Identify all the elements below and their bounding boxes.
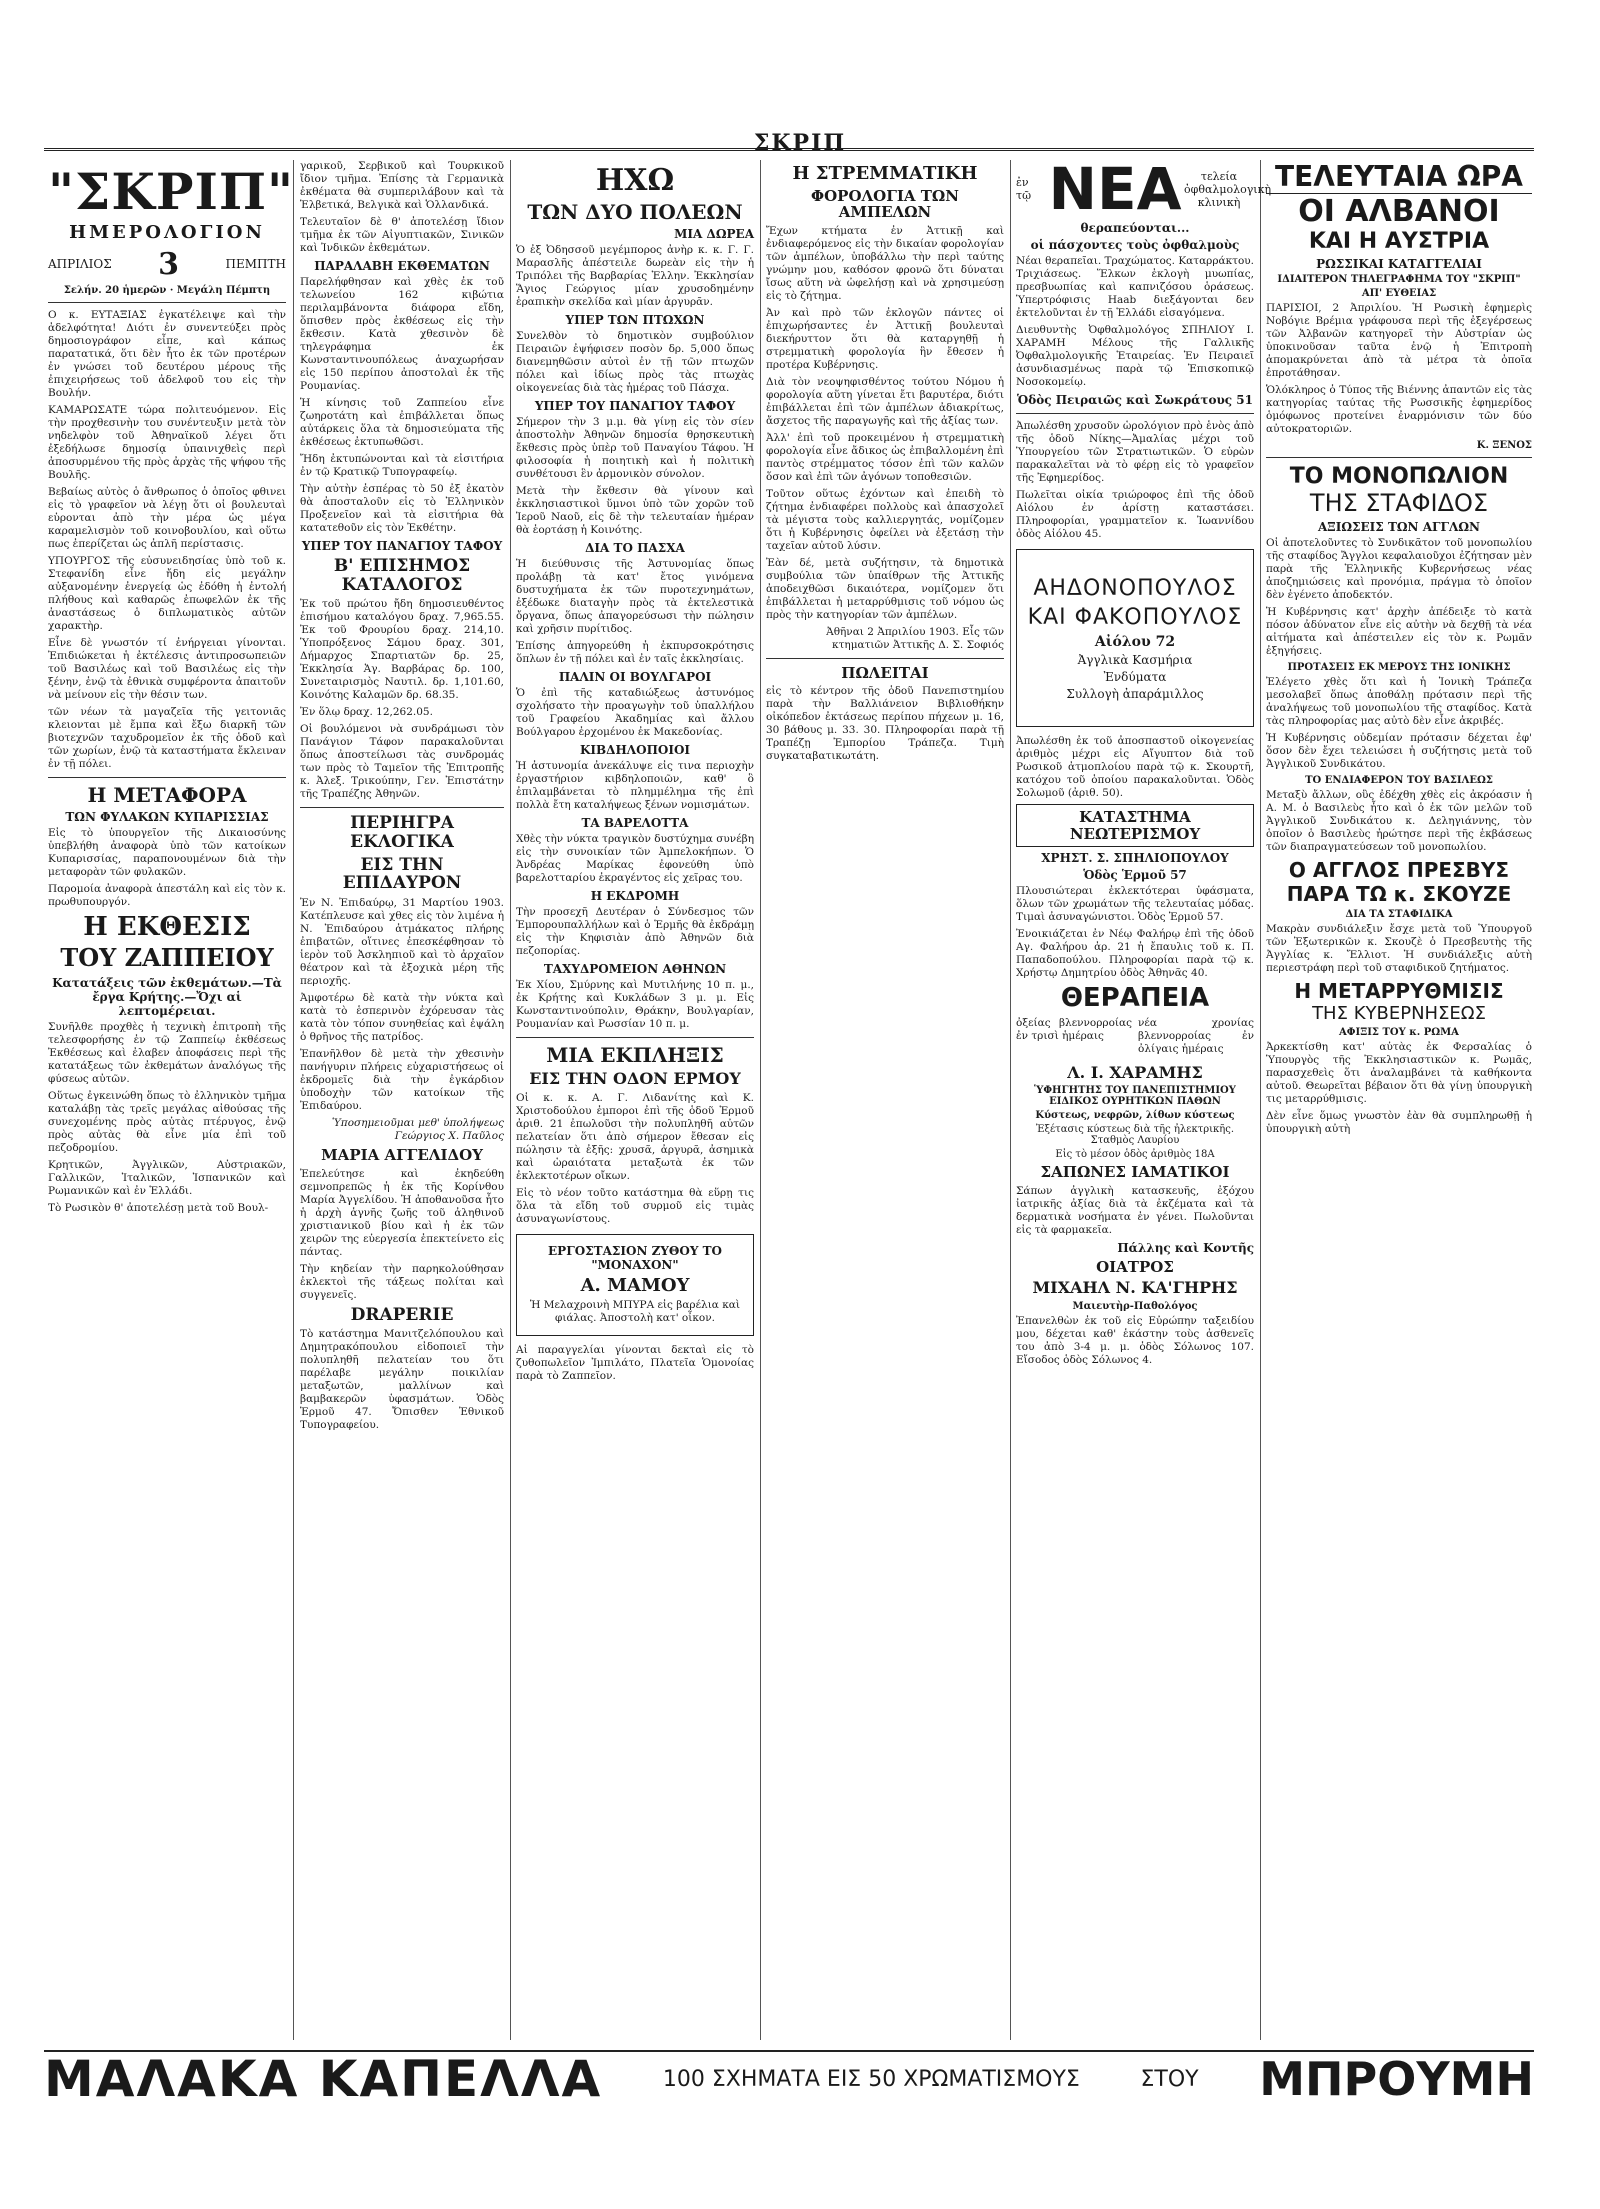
column-6 bbox=[1266, 160, 1532, 2040]
paragraph: Παρελήφθησαν καὶ χθὲς ἐκ τοῦ τελωνείου 162 κιβώτια περιλαμβάνοντα διάφορα εἴδη, ὅπισθεν πρὸς ἐκθέσεως εἰς τὴν ἔκθεσιν. Κατὰ χθεσινὸν δὲ τηλεγράφημα ἐκ Κωνσταντινουπόλεως ἀναχωρήσαν εἰς 150 περίπου ἀποστολαὶ ἐκ τῆς Ρουμανίας. bbox=[300, 276, 504, 392]
subheadline: θεραπεύονται... bbox=[1080, 221, 1190, 235]
subheadline: ΤΩΝ ΦΥΛΑΚΩΝ ΚΥΠΑΡΙΣΣΙΑΣ bbox=[65, 809, 269, 824]
paragraph: Βεβαίως αὐτὸς ὁ ἄνθρωπος ὁ ὁποῖος φθινει εἰς τὸ γραφεῖον νὰ λέγῃ ὅτι οἱ βουλευταὶ εὑρονται ἀπὸ τὴν μέρα ὡς μέγα καραμελισμὸν τοῦ κοινοβουλίου, καὶ οὕτω πως ἐπερίζεται ὡς ἀπλῆ περίστασις. bbox=[48, 485, 286, 550]
paragraph: Ἐπανῆλθον δὲ μετὰ τὴν χθεσινὴν πανήγυριν πλήρεις εὐχαριστήσεως οἱ ἐκδρομεῖς διὰ τὴν ἐγκάρδιον ὑποδοχὴν τῶν κατοίκων τῆς Ἐπιδαύρου. bbox=[300, 1048, 504, 1113]
paragraph: Παρομοία ἀναφορὰ ἀπεστάλη καὶ εἰς τὸν κ. πρωθυπουργόν. bbox=[48, 882, 286, 908]
headline: ΜΑΡΙΑ ΑΓΓΕΛΙΔΟΥ bbox=[321, 1146, 483, 1165]
paragraph: Ἐκ τοῦ πρώτου ἤδη δημοσιευθέντος ἐπισήμου καταλόγου δραχ. 7,965.55. Ἐκ τοῦ Φρουρίου δραχ. 214,10. Ὑποπρόξενος Σάμου δραχ. 301, Δήμαρχος Σπαρτιατῶν δρ. 25, Ἐκκλησία Ἁγ. Βαρβάρας δρ. 100, Συνεταιρισμὸς Ναυτιλ. δρ. 1,101.60, Κοινότης Καλαμῶν δρ. 68.35. bbox=[300, 598, 504, 702]
shop-address: Ὁδὸς Ἑρμοῦ 57 bbox=[1083, 868, 1187, 882]
subheadline: ΑΦΙΞΙΣ ΤΟΥ κ. ΡΩΜΑ bbox=[1339, 1027, 1459, 1038]
nea-side: τελεία ὀφθαλμολογικὴ κλινικὴ bbox=[1184, 169, 1272, 209]
divider bbox=[516, 1037, 754, 1038]
doctor-name: ΜΙΧΑΗΛ Ν. ΚΑ'ΓΗΡΗΣ bbox=[1032, 1278, 1238, 1298]
calendar-day: 3 bbox=[158, 246, 180, 282]
paragraph: Ὁ ἐξ Ὀδησσοῦ μεγέμπορος ἀνὴρ κ. κ. Γ. Γ. Μαρασλῆς ἀπέστειλε δωρεὰν εἰς τὴν ἡ Τριπόλει τῆς Βαρβαρίας Ἑλλην. Ἐκκλησίαν Ἅγιος Γεώργιος μίαν χρυσοδημένην ἑραπικὴν σκελίδα καὶ μίαν ἀργυρᾶν. bbox=[516, 244, 754, 308]
masthead: ΣΚΡΙΠ bbox=[753, 130, 847, 156]
paragraph: Συνῆλθε προχθὲς ἡ τεχνικὴ ἐπιτροπὴ τῆς τελεσφορήσης ἐν τῷ Ζαππείῳ ἐκθέσεως Ἐκθέσεως καὶ ἐλαβεν ἀποφάσεις περὶ τῆς κατατάξεως τῶν ἐκθεμάτων ἀναλόγως τῆς φύσεως αὐτῶν. bbox=[48, 1020, 286, 1085]
subheadline: ΑΠ' ΕΥΘΕΙΑΣ bbox=[1361, 288, 1437, 299]
paragraph: Οἱ βουλόμενοι νὰ συνδράμωσι τὸν Πανάγιον Τάφον παρακαλοῦνται ὅπως ἀποστείλωσι τὰς συνδρομάς των πρὸς τὸ Ταμεῖον τῆς Ἐπιτροπῆς κ. Ἀλεξ. Τρικούπην, Γεν. Ἐπιστάτην τῆς Τραπέζης Ἀθηνῶν. bbox=[300, 723, 504, 801]
subheadline: ΡΩΣΣΙΚΑΙ ΚΑΤΑΓΓΕΛΙΑΙ bbox=[1316, 257, 1482, 271]
paragraph: Ἀρκεκτίσθη κατ' αὐτὰς ἐκ Φερσαλίας ὁ Ὑπουργὸς τῆς Ἐκκλησιαστικῶν κ. Ρωμᾶς, παρασχεθεὶς ὅτι ἀναλαμβάνει τὰ καθήκοντα αὐτοῦ. Θεωρεῖται βέβαιον ὅτι θὰ γίνῃ ὑπουργικὴ τις μεταρρύθμισις. bbox=[1266, 1041, 1532, 1105]
subheadline: οἱ πάσχοντες τοὺς ὀφθαλμοὺς bbox=[1030, 238, 1240, 252]
subheadline: ΤΟ ΕΝΔΙΑΦΕΡΟΝ ΤΟΥ ΒΑΣΙΛΕΩΣ bbox=[1305, 775, 1493, 786]
paragraph: Ἡ κίνησις τοῦ Ζαππείου εἶνε ζωηροτάτη καὶ ἐπιβάλλεται ὅπως αὐτάρκεις ὅλα τὰ δημοσιεύματα τῆς ἐκθέσεως ἐκτυπωθῶσι. bbox=[300, 397, 504, 448]
column-4 bbox=[766, 160, 1004, 2040]
paragraph: εἰς τὸ κέντρον τῆς ὁδοῦ Πανεπιστημίου παρὰ τὴν Βαλλιάνειον Βιβλιοθήκην οἰκόπεδον ἐκτάσεως περίπου πήχεων μ. 16, 30 βάθους μ. 33. 30. Πληροφορίαι παρὰ τῇ Τραπέζῃ Ἐμπορίου Τράπεζα. Τιμὴ συγκαταβατικωτάτη. bbox=[766, 685, 1004, 763]
paragraph: Ἡ Κυβέρνησις οὐδεμίαν πρότασιν δέχεται ἐφ' ὅσον δὲν ἔχει τελειώσει ἡ συζήτησις μετὰ τοῦ Ἀγγλικοῦ Συνδικάτου. bbox=[1266, 732, 1532, 770]
footer-shop: ΜΠΡΟΥΜΗ bbox=[1259, 2052, 1534, 2106]
headline: ΥΠΕΡ ΤΟΥ ΠΑΝΑΓΙΟΥ ΤΑΦΟΥ bbox=[301, 539, 503, 553]
headline: ΤΑ ΒΑΡΕΛΟΤΤΑ bbox=[581, 816, 689, 830]
paragraph: Ἐν Ν. Ἐπιδαύρῳ, 31 Μαρτίου 1903. Κατέπλευσε καὶ χθες εἰς τὸν λιμένα ἡ Ν. Ἐπιδαύρου ἀτμάκατος πλήρης ἐπιβατῶν, οἵτινες ἐπεσκέφθησαν τὸ ἱερὸν τοῦ Ἀσκληπιοῦ καὶ τὸ ἀρχαῖον θέατρον καὶ τὰ ἐξοχικὰ μέρη τῆς περιοχῆς. bbox=[300, 897, 504, 988]
paragraph: Τοῦτον οὕτως ἐχόντων καὶ ἐπειδὴ τὸ ζήτημα ἐνδιαφέρει πολλοὺς καὶ ἀπασχολεῖ τὰ μέγιστα τοὺς καλλιεργητάς, νομίζομεν ὅτι ἡ Κυβέρνησις ὀφείλει νὰ ἐξετάσῃ τὴν ταχεῖαν αὐτοῦ λύσιν. bbox=[766, 487, 1004, 552]
headline: ΚΑΙ Η ΑΥΣΤΡΙΑ bbox=[1308, 229, 1490, 254]
paragraph: Οἱ κ. κ. Α. Γ. Λιδανίτης καὶ Κ. Χριστοδούλου ἐμποροι ἐπὶ τῆς ὁδοῦ Ἑρμοῦ ἀριθ. 21 ἐπωλοῦσι τὴν πολυπληθῆ αὐτῶν πελατείαν ὅτι ἀπὸ σήμερον ἔθεσαν εἰς πώλησιν τὰ ἐξῆς: χρυσᾶ, ἀργυρᾶ, ἀσημικὰ καὶ ὡραιότατα μεταξωτὰ ἐκ τῶν ἐκλεκτοτέρων οἴκων. bbox=[516, 1091, 754, 1182]
ad-company: ΑΗΔΟΝΟΠΟΥΛΟΣ bbox=[1033, 576, 1237, 601]
column-rule bbox=[293, 160, 294, 2040]
headline: ΠΑΡΑΛΑΒΗ ΕΚΘΕΜΑΤΩΝ bbox=[314, 259, 490, 273]
paragraph: Τελευταῖον δὲ θ' ἀποτελέσῃ ἴδιον τμῆμα ἐκ τῶν Αἰγυπτιακῶν, Σινικῶν καὶ Ἰνδικῶν ἐκθεμάτων. bbox=[300, 216, 504, 254]
paragraph: Τὸ κατάστημα Μανιτζελόπουλου καὶ Δημητρακόπουλου εἰδοποιεῖ τὴν πολυπληθῆ πελατείαν του ὅτι παρέλαβε μεγάλην ποικιλίαν μεταξωτῶν, μαλλίνων καὶ βαμβακερῶν ὑφασμάτων. Ὁδὸς Ἑρμοῦ 47. Ὄπισθεν Ἐθνικοῦ Τυπογραφείου. bbox=[300, 1328, 504, 1432]
doctor-line: Εἰς τὸ μέσον ὁδὸς ἀριθμὸς 18Α bbox=[1055, 1149, 1215, 1161]
headline: ΟΙΑΤΡΟΣ bbox=[1096, 1257, 1174, 1276]
divider bbox=[766, 658, 1004, 659]
headline: ΥΠΕΡ ΤΟΥ ΠΑΝΑΓΙΟΥ ΤΑΦΟΥ bbox=[534, 399, 736, 413]
ad-line: Ἀγγλικὰ Κασμήρια bbox=[1077, 653, 1193, 667]
headline: ΤΗΣ ΚΥΒΕΡΝΗΣΕΩΣ bbox=[1312, 1003, 1486, 1024]
paragraph: Οὕτως ἐγκεινώθη ὅπως τὸ ἐλληνικὸν τμῆμα καταλάβῃ τὰς τρεῖς μεγάλας αἰθούσας τῆς συνεχομένης πρὸς αὐτὰς πτέρυγος, ἐνῷ πρὸς αὐτὰς θὰ εἶνε μία ἐπὶ τοῦ πεζοδρομίου. bbox=[48, 1089, 286, 1154]
paragraph: Ἐλέγετο χθὲς ὅτι καὶ ἡ Ἰονικὴ Τράπεζα μεσολαβεῖ ὅπως ἀποθάλῃ πρότασιν περὶ τῆς ἀναλήψεως τοῦ μονοπωλίου τῆς σταφίδος. Κατὰ τὰς πληροφορίας μας αὐτὸ δὲν εἶνε ἀκριβές. bbox=[1266, 676, 1532, 727]
headline: Ο ΑΓΓΛΟΣ ΠΡΕΣΒΥΣ bbox=[1288, 858, 1510, 882]
address: Ὁδὸς Πειραιῶς καὶ Σωκράτους 51 bbox=[1017, 393, 1253, 407]
doctor-title: Μαιευτὴρ-Παθολόγος bbox=[1072, 1300, 1198, 1312]
paragraph: Πωλεῖται οἰκία τριώροφος ἐπὶ τῆς ὁδοῦ Αἰόλου ἐν ἀρίστῃ καταστάσει. Πληροφορίαι, γραμματεῖον κ. Ἰωαννίδου ὁδὸς Αἰόλου 45. bbox=[1016, 489, 1254, 540]
ad-owner: Α. ΜΑΜΟΥ bbox=[580, 1274, 690, 1296]
ad-line: Συλλογὴ ἀπαράμιλλος bbox=[1066, 687, 1204, 701]
ad-company: ΚΑΙ ΦΑΚΟΠΟΥΛΟΣ bbox=[1027, 605, 1243, 630]
subheadline: ΤΟΥ ΖΑΠΠΕΙΟΥ bbox=[60, 943, 274, 973]
advertisement bbox=[516, 1234, 754, 1337]
headline: Η ΜΕΤΑΡΡΥΘΜΙΣΙΣ bbox=[1294, 979, 1504, 1003]
divider bbox=[1016, 413, 1254, 414]
divider bbox=[1266, 457, 1532, 458]
paragraph: γαρικοῦ, Σερβικοῦ καὶ Τουρκικοῦ ἴδιον τμῆμα. Ἐπίσης τὰ Γερμανικὰ ἐκθέματα θὰ συμπεριλάβουν καὶ τὰ Ἑλβετικά, Βελγικὰ καὶ Ὁλλανδικά. bbox=[300, 160, 504, 211]
paragraph: Ὁλόκληρος ὁ Τύπος τῆς Βιέννης ἀπαντῶν εἰς τὰς κατηγορίας ταύτας τῆς Ρωσσικῆς ἐφημερίδος ὁμόφωνος προτείνει ἐναρμόνισιν τῶν δύο αὐτοκρατοριῶν. bbox=[1266, 384, 1532, 435]
divider bbox=[300, 807, 504, 808]
paragraph: Ἤδη ἐκτυπώνονται καὶ τὰ εἰσιτήρια ἐν τῷ Κρατικῷ Τυπογραφείῳ. bbox=[300, 453, 504, 478]
signature: Κ. ΞΕΝΟΣ bbox=[1476, 440, 1532, 451]
paragraph: Ἀπωλέσθη ἐκ τοῦ ἀποσπαστοῦ οἰκογενείας ἀριθμὸς μέχρι εἰς Αἴγυπτον διὰ τοῦ Ρωσικοῦ ἀτμοπλοίου παρὰ τῷ κ. Σκουρτῆ, κατόχου τοῦ ὁποίου παρακαλοῦνται. Ὁδὸς Σολωμοῦ (ἀριθ. 50). bbox=[1016, 735, 1254, 799]
column-2 bbox=[300, 160, 504, 2040]
paragraph: Ἐπίσης ἀπηγορεύθη ἡ ἐκπυρσοκρότησις ὅπλων ἐν τῇ πόλει καὶ ἐν ταῖς ἐκκλησίαις. bbox=[516, 640, 754, 665]
therapeia-columns bbox=[1016, 1017, 1254, 1060]
paragraph: Αἱ παραγγελίαι γίνονται δεκταὶ εἰς τὸ ζυθοπωλεῖον Ἰμπιλάτο, Πλατεῖα Ὁμονοίας παρὰ τὸ Ζαππεῖον. bbox=[516, 1344, 754, 1383]
paragraph: Διὰ τὸν νεοψηφισθέντος τούτου Νόμου ἡ φορολογία αὕτη γίνεται ἔτι βαρυτέρα, διότι ἐπιβάλλεται ἐπὶ τῶν ἀμπέλων ἀδιακρίτως, ἄσχετος τῆς παραγωγῆς καὶ τῆς ἀξίας των. bbox=[766, 375, 1004, 427]
paragraph: Ὁ ἐπὶ τῆς καταδιώξεως ἀστυνόμος σχολήσατο τὴν προαγωγὴν τοῦ ὑπαλλήλου τοῦ Γραφείου Ἀκαδημίας καὶ ἄλλου Βούλγαρου ἐρχομένου ἐκ Μακεδονίας. bbox=[516, 687, 754, 738]
paragraph: Ἡ ἀστυνομία ἀνεκάλυψε εἰς τινα περιοχὴν ἐργαστήριον κιβδηλοποιῶν, καθ' ὃ ἐπιλαμβάνεται τὸ πλημμέλημα τῆς ἐπὶ πολλὰ ἔτη καταλήψεως ξένων νομισμάτων. bbox=[516, 760, 754, 811]
headline: Β' ΕΠΙΣΗΜΟΣ ΚΑΤΑΛΟΓΟΣ bbox=[333, 556, 471, 595]
ad-heading: ΕΡΓΟΣΤΑΣΙΟΝ ΖΥΘΟΥ ΤΟ "ΜΟΝΑΧΟΝ" bbox=[548, 1243, 722, 1272]
headline: ΚΙΒΔΗΛΟΠΟΙΟΙ bbox=[579, 743, 691, 757]
doctor-title: ὙΦΗΓΗΤΗΣ ΤΟΥ ΠΑΝΕΠΙΣΤΗΜΙΟΥ ΕΙΔΙΚΟΣ ΟΥΡΗΤΙΚΩΝ ΠΑΘΩΝ bbox=[1034, 1085, 1236, 1108]
headline: Η ΕΚΘΕΣΙΣ bbox=[83, 911, 251, 942]
calendar-line: Σελήν. 20 ἡμερῶν · Μεγάλη Πέμπτη bbox=[63, 284, 271, 296]
paragraph: Ἐπελεύτησε καὶ ἐκηδεύθη σεμνοπρεπῶς ἡ ἐκ τῆς Κορίνθου Μαρία Ἀγγελίδου. Ἡ ἀποθανοῦσα ἦτο ἡ ἀρχὴ ἁγνῆς ζωῆς τοῦ ἀληθινοῦ χριστιανικοῦ βίου καὶ ἡ ἐκ τῶν χειρῶν της εὐεργεσία ἐπεκτείνετο εἰς πάντας. bbox=[300, 1167, 504, 1258]
headline: ΔΙΑ ΤΟ ΠΑΣΧΑ bbox=[585, 541, 685, 555]
paragraph: Ο κ. ΕΥΤΑΞΙΑΣ ἐγκατέλειψε καὶ τὴν ἀδελφότητα! Διότι ἐν συνεντεύξει πρὸς δημοσιογράφον εἶπε, καὶ κάπως παρατατικά, ὅτι δὲν ἦτο ἐκ τῶν προτέρων ἐν γνώσει τοῦ δευτέρου μέρους τῆς ἐπιχειρήσεως τοῦ ἀδελφοῦ του εἰς τὴν Βουλήν. bbox=[48, 308, 286, 399]
paragraph: Τὴν προσεχῆ Δευτέραν ὁ Σύνδεσμος τῶν Ἐμπορουπαλλήλων καὶ ὁ Ἑρμῆς θὰ ἐκδράμῃ εἰς τὴν Κηφισιὰν ἀπὸ Ἀθηνῶν διὰ πεζοπορίας. bbox=[516, 906, 754, 957]
paragraph: Τὴν κηδείαν τὴν παρηκολούθησαν ἐκλεκτοὶ τῆς τάξεως πολίται καὶ συγγενεῖς. bbox=[300, 1262, 504, 1301]
shop-owner: ΧΡΗΣΤ. Σ. ΣΠΗΛΙΟΠΟΥΛΟΥ bbox=[1041, 851, 1229, 865]
footer-connector: ΣΤΟΥ bbox=[1140, 2066, 1199, 2092]
nea-clinic-header bbox=[1016, 155, 1272, 223]
headline: ΟΙ ΑΛΒΑΝΟΙ bbox=[1298, 194, 1500, 229]
headline: ΤΑΧΥΔΡΟΜΕΙΟΝ ΑΘΗΝΩΝ bbox=[543, 962, 727, 976]
paragraph: Δὲν εἶνε ὅμως γνωστὸν ἐὰν θὰ συμπληρωθῇ ἡ ὑπουργικὴ αὐτὴ bbox=[1266, 1110, 1532, 1135]
footer-advertisement bbox=[44, 2050, 1534, 2106]
paragraph: Διευθυντὴς Ὀφθαλμολόγος ΣΠΗΛΙΟΥ Ι. ΧΑΡΑΜΗ Μέλους τῆς Γαλλικῆς Ὀφθαλμολογικῆς Ἑταιρείας. Ἐν Πειραιεῖ ἀσυνδιασμένως παρὰ τῷ Ἐπισκοπικῷ Νοσοκομείῳ. bbox=[1016, 324, 1254, 388]
headline: ΤΕΛΕΥΤΑΙΑ ΩΡΑ bbox=[1266, 160, 1532, 194]
paragraph: τῶν νέων τὰ μαγαζεῖα τῆς γειτονιᾶς κλειονται μὲ ἔμπα καὶ ἔξω διαρκῆ τῶν βιοτεχνῶν ταχυδρομεῖον ἐκ τῆς ὁδοῦ καὶ τῶν χωρίων, ἐνῷ τὰ καταστήματα ἔκλειναν ἐν τῇ πόλει. bbox=[48, 705, 286, 770]
paragraph: Νέαι θεραπεῖαι. Τραχώματος. Καταρράκτου. Τριχιάσεως. Ἕλκων ἐκλογὴ μυωπίας, πρεσβυωπίας καὶ καπνιζόσου ὁράσεως. Ὑπερτρόφισις Haab διεξάγονται δεν ἐκτελοῦνται ἐν τῇ Ἑλλάδι εἰσαγόμενα. bbox=[1016, 255, 1255, 319]
headline: Η ΜΕΤΑΦΟΡΑ bbox=[87, 782, 247, 807]
paragraph: Σάπων ἀγγλικὴ κατασκευῆς, ἐξόχου ἰατρικῆς ἀξίας διὰ τὰ ἐκζέματα καὶ τὰ δερματικὰ νοσήματα ἐν γένει. Πωλοῦνται εἰς τὰ φαρμακεῖα. bbox=[1016, 1184, 1254, 1236]
headline: ΣΑΠΩΝΕΣ ΙΑΜΑΤΙΚΟΙ bbox=[1040, 1163, 1230, 1182]
paragraph: Ἀλλ' ἐπὶ τοῦ προκειμένου ἡ στρεμματικὴ φορολογία εἶνε ἄδικος ὡς ἐπιβαλλομένη ἐπὶ παντὸς στρέμματος τόσον ἐπὶ τῶν καλῶν ὅσον καὶ ἐπὶ τῶν ἀγόνων τοποθεσιῶν. bbox=[766, 431, 1004, 483]
paragraph: Χθὲς τὴν νύκτα τραγικὸν δυστύχημα συνέβη εἰς τὴν συνοικίαν τῶν Ἀμπελοκήπων. Ὁ Ἀνδρέας Μαρίκας ἐφονεύθη ὑπὸ βαρελοτταρίου ἐκραγέντος εἰς χεῖρας του. bbox=[516, 833, 754, 884]
nea-title: ΝΕΑ bbox=[1048, 155, 1182, 223]
paragraph: Εἰς τὸ νέον τοῦτο κατάστημα θὰ εὕρῃ τις ὅλα τὰ εἴδη τοῦ συρμοῦ εἰς τιμὰς ἀσυναγωνίστους. bbox=[516, 1186, 754, 1225]
headline: ΘΕΡΑΠΕΙΑ bbox=[1060, 983, 1210, 1013]
paragraph: Εἶνε δὲ γνωστόν τί ἐνήργειαι γίνονται. Ἐπιδιώκεται ἡ ἐκτέλεσις ἀντιπροσωπειῶν τοῦ Βασιλέως καὶ τοῦ Βασιλέως εἰς τὴν ξένην, ἐνῷ τὰ ἐθνικὰ συμφέροντα ἀπαιτοῦν νὰ μείνουν εἰς τὴν θέσιν των. bbox=[48, 636, 286, 701]
subheadline: ΕΙΣ ΤΗΝ ΟΔΟΝ ΕΡΜΟΥ bbox=[529, 1069, 741, 1088]
headline: ΠΑΡΑ ΤΩ κ. ΣΚΟΥΖΕ bbox=[1286, 882, 1512, 906]
subheadline: ΑΞΙΩΣΕΙΣ ΤΩΝ ΑΓΓΛΩΝ bbox=[1317, 520, 1481, 534]
seller: Πάλλης καὶ Κοντῆς bbox=[1117, 1240, 1254, 1255]
nea-prefix: ἐν τῷ bbox=[1016, 176, 1032, 202]
footer-product: ΜΑΛΑΚΑ ΚΑΠΕΛΛΑ bbox=[44, 2050, 603, 2108]
paragraph: Ἐπανελθὼν ἐκ τοῦ εἰς Εὐρώπην ταξειδίου μου, δέχεται καθ' ἑκάστην τοὺς ἀσθενεῖς του ἀπὸ 3-4 μ. μ. ὁδὸς Σόλωνος 107. Εἴσοδος ὁδὸς Σόλωνος 4. bbox=[1016, 1314, 1254, 1366]
calendar-weekday: ΠΕΜΠΤΗ bbox=[225, 257, 286, 272]
paragraph: Τὴν αὐτὴν ἑσπέρας τὸ 50 ἐξ ἑκατὸν θὰ ἀποσταλοῦν εἰς τὸ Ἐλληνικὸν Προξενεῖον καὶ τὰ εἰσιτήρια θὰ κατατεθοῦν εἰς τὸν Ἐκθέτην. bbox=[300, 483, 504, 534]
column-5 bbox=[1016, 155, 1272, 2040]
paragraph: Ἔχων κτήματα ἐν Ἀττικῇ καὶ ἐνδιαφερόμενος εἰς τὴν δικαίαν φορολογίαν τῶν ἀμπέλων, ὑποβάλλω τὴν περὶ ταύτης γνώμην μου, καθόσον φρονῶ ὅτι δύναται ἴσως αὕτη νὰ ὠφελήσῃ καὶ νὰ χρησιμεύσῃ εἰς τὸ ζήτημα. bbox=[766, 224, 1004, 302]
headline: ΤΟ ΜΟΝΟΠΩΛΙΟΝ bbox=[1289, 464, 1509, 489]
ad-address: Αἰόλου 72 bbox=[1094, 634, 1176, 650]
paragraph: Κρητικῶν, Ἀγγλικῶν, Αὐστριακῶν, Γαλλικῶν, Ἰταλικῶν, Ἰσπανικῶν καὶ Ρωμανικῶν καὶ ἐν Ἑλλάδι. bbox=[48, 1158, 286, 1197]
paragraph: Ἐὰν δέ, μετὰ συζήτησιν, τὰ δημοτικὰ συμβούλια τῶν ὑπαίθρων τῆς Ἀττικῆς ἀποδειχθῶσι δικαιότερα, νομίζομεν ὅτι ἐπιβάλλεται ἡ μεταρρύθμισις τοῦ νόμου ὡς πρὸς τὴν κατηγορίαν τῶν ἀμπέλων. bbox=[766, 556, 1004, 621]
calendar-heading: ΗΜΕΡΟΛΟΓΙΟΝ bbox=[69, 222, 265, 243]
paragraph: Σήμερον τὴν 3 μ.μ. θὰ γίνῃ εἰς τὸν σίεν ἀποστολὴν Ἀθηνῶν δημοσία θρησκευτικὴ ἔκθεσις πρὸς ὑπὲρ τοῦ Παναγίου Τάφου. Ἡ φιλοσοφία ἡ ποιητικὴ καὶ ἡ πολιτικὴ συνθέτουσι ἓν ἀρμονικὸν σύνολον. bbox=[516, 416, 754, 480]
divider bbox=[48, 777, 286, 778]
signature: Ὑποσημειοῦμαι μεθ' ὑπολήψεως Γεώργιος Χ. Παῦλος bbox=[331, 1117, 504, 1143]
subheadline: ΕΙΣ ΤΗΝ ΕΠΙΔΑΥΡΟΝ bbox=[342, 854, 462, 894]
paragraph: Εἰς τὸ ὑπουργεῖον τῆς Δικαιοσύνης ὑπεβλήθη ἀναφορὰ ὑπὸ τῶν κατοίκων Κυπαρισσίας, παραπονουμένων διὰ τὴν μεταφορὰν τῶν φυλακῶν. bbox=[48, 826, 286, 878]
paper-title: "ΣΚΡΙΠ" bbox=[48, 162, 295, 221]
paragraph: νέα χρονίας βλεννορροίας ἐν ὀλίγαις ἡμέραις bbox=[1138, 1016, 1254, 1055]
signature: Ἀθῆναι 2 Ἀπριλίου 1903. Εἷς τῶν κτηματιῶν Ἀττικῆς Δ. Σ. Σοφιός bbox=[826, 625, 1004, 651]
column-3 bbox=[516, 160, 754, 2040]
subheadline: ΔΙΑ ΤΑ ΣΤΑΦΙΔΙΚΑ bbox=[1345, 909, 1453, 920]
paragraph: Ἐν ὅλῳ δραχ. 12,262.05. bbox=[300, 706, 433, 719]
column-rule bbox=[1260, 160, 1261, 2040]
subheadline: ΠΡΟΤΑΣΕΙΣ ΕΚ ΜΕΡΟΥΣ ΤΗΣ ΙΟΝΙΚΗΣ bbox=[1287, 662, 1511, 673]
doctor-line: Ἐξέτασις κύστεως διὰ τῆς ἠλεκτρικῆς. Σταθμὸς Λαυρίου bbox=[1035, 1124, 1235, 1147]
headline: ΜΙΑ ΕΚΠΛΗΞΙΣ bbox=[546, 1043, 724, 1067]
ad-line: Ἐνδύματα bbox=[1103, 670, 1167, 684]
paragraph: ΥΠΟΥΡΓΟΣ τῆς εὐσυνειδησίας ὑπὸ τοῦ κ. Στεφανίδη εἶνε ἤδη εἰς μεγάλην αὐξανομένην ἐνεργείᾳ ὡς ἐδόθη ἡ ἐντολή πλήθους καὶ καθαρῶς ἐπωφελῶν ἐκ τῆς ἀναστάσεως ὁ διπλωματικὸς αὐτῶν χαρακτὴρ. bbox=[48, 554, 286, 632]
paragraph: Ἀν καὶ πρὸ τῶν ἐκλογῶν πάντες οἱ ἐπιχωρήσαντες ἐν Ἀττικῇ βουλευταὶ διεκήρυττον ὅτι θὰ καταργηθῇ ἡ στρεμματικὴ φορολογία ἣν ἔθεσεν ἡ προτέρα Κυβέρνησις. bbox=[766, 306, 1004, 371]
headline: ΠΑΛΙΝ ΟΙ ΒΟΥΛΓΑΡΟΙ bbox=[558, 670, 712, 684]
headline: ΥΠΕΡ ΤΩΝ ΠΤΩΧΩΝ bbox=[565, 313, 705, 327]
doctor-line: Κύστεως, νεφρῶν, λίθων κύστεως bbox=[1035, 1110, 1235, 1122]
paragraph: ΠΑΡΙΣΙΟΙ, 2 Ἀπριλίου. Ἡ Ρωσικὴ ἐφημερὶς Νοβόγιε Βρέμια γράφουσα περὶ τῆς ἐξεγέρσεως τῶν Ἀλβανῶν κατηγορεῖ τὴν Αὐστρίαν ὡς ὑποκινοῦσαν ταῦτα ἐνῷ ἡ Ἐπιτροπὴ ἀπομακρύνεται ἀπὸ τὰ μέτρα τὰ ὁποῖα ἐπροτάθησαν. bbox=[1266, 302, 1532, 379]
headline: ΚΑΤΑΣΤΗΜΑ ΝΕΩΤΕΡΙΣΜΟΥ bbox=[1016, 804, 1254, 847]
column-rule bbox=[510, 160, 511, 2040]
masthead-rule bbox=[44, 148, 1534, 151]
calendar-month: ΑΠΡΙΛΙΟΣ bbox=[48, 257, 112, 272]
paragraph: Ἡ διεύθυνσις τῆς Ἀστυνομίας ὅπως προλάβῃ τὰ κατ' ἔτος γινόμενα δυστυχήματα ἐκ τῶν πυροτεχνημάτων, ἐξέδωκε διαταγὴν πρὸς τὰ ἐκτελεστικὰ ὄργανα, ὅπως ἀπαγορεύσωσι τὴν πώλησιν καὶ χρῆσιν πυρίτιδος. bbox=[516, 558, 754, 635]
footer-tagline: 100 ΣΧΗΜΑΤΑ ΕΙΣ 50 ΧΡΩΜΑΤΙΣΜΟΥΣ bbox=[662, 2066, 1080, 2092]
divider bbox=[48, 302, 286, 303]
subheadline: Κατατάξεις τῶν ἐκθεμάτων.—Τὰ ἔργα Κρήτης.—Ὄχι αἱ λεπτομέρειαι. bbox=[52, 975, 282, 1018]
headline: Η ΣΤΡΕΜΜΑΤΙΚΗ bbox=[792, 163, 978, 184]
headline: Η ΕΚΔΡΟΜΗ bbox=[590, 889, 680, 903]
paragraph: Μετὰ τὴν ἔκθεσιν θὰ γίνουν καὶ ἐκκλησιαστικοὶ ὕμνοι ὑπὸ τῶν χορῶν τοῦ Ἱεροῦ Ναοῦ, εἰς δὲ τὴν τελευταίαν ἡμέραν θὰ ἑορτάσῃ ἡ Κοινότης. bbox=[516, 485, 754, 536]
headline: ΜΙΑ ΔΩΡΕΑ bbox=[674, 227, 754, 241]
paragraph: Μακρὰν συνδιάλεξιν ἔσχε μετὰ τοῦ Ὑπουργοῦ τῶν Ἐξωτερικῶν κ. Σκουζὲ ὁ Πρεσβευτὴς τῆς Ἀγγλίας κ. Ἔλλιοτ. Ἡ συνδιάλεξις αὐτὴ περιεστράφη περὶ τοῦ σταφιδικοῦ ζητήματος. bbox=[1266, 923, 1532, 974]
paragraph: Τὸ Ρωσικὸν θ' ἀποτελέσῃ μετὰ τοῦ Βουλ- bbox=[48, 1201, 269, 1214]
column-rule bbox=[1010, 160, 1011, 2040]
paragraph: ὀξείας βλεννορροίας ἐν τρισὶ ἡμέραις bbox=[1016, 1016, 1132, 1042]
doctor-name: Λ. Ι. ΧΑΡΑΜΗΣ bbox=[1067, 1062, 1203, 1082]
paragraph: Ἡ Κυβέρνησις κατ' ἀρχὴν ἀπέδειξε τὸ κατὰ πόσον ἀδύνατον εἶνε εἰς αὐτὴν νὰ δεχθῇ τὰ νέα αἰτήματα καὶ ἀπέστειλεν εἰς τὸν κ. Ρωμᾶν ἐξηγήσεις. bbox=[1266, 606, 1532, 657]
paragraph: ΚΑΜΑΡΩΣΑΤΕ τώρα πολιτευόμενον. Εἰς τὴν προχθεσινὴν του συνέντευξιν μετὰ τὸν νηδελφὸν τοῦ Ἀθηναϊκοῦ λέγει ὅτι ἐξεδήλωσε δημοσίᾳ ὑπαινιχθεὶς περὶ ἀποσυρμένου τῆς πρὸς ἀρχὰς τῆς ψήφου τῆς Βουλῆς. bbox=[48, 403, 286, 481]
paragraph: Οἱ ἀποτελοῦντες τὸ Συνδικᾶτον τοῦ μονοπωλίου τῆς σταφίδος Ἄγγλοι κεφαλαιοῦχοι ἐζήτησαν μὲν παρὰ τῆς Ἑλληνικῆς Κυβερνήσεως νέας ἀποζημιώσεις καὶ προνόμια, πράγμα τὸ ὁποῖον δὲν ἐγένετο ἀποδεκτόν. bbox=[1266, 537, 1532, 601]
column-rule bbox=[760, 160, 761, 2040]
paragraph: Πλουσιώτεραι ἐκλεκτότεραι ὑφάσματα, ὅλων τῶν χρωμάτων τῆς τελευταίας μόδας. Τιμαὶ ἀσυναγώνιστοι. Ὁδὸς Ἑρμοῦ 57. bbox=[1016, 885, 1254, 923]
advertisement bbox=[1016, 549, 1254, 727]
paragraph: Ἡ Μελαχροινὴ ΜΠΥΡΑ εἰς βαρέλια καὶ φιάλας. Ἀποστολὴ κατ' οἶκον. bbox=[529, 1299, 741, 1325]
headline: ΤΗΣ ΣΤΑΦΙΔΟΣ bbox=[1309, 489, 1489, 517]
headline: ΗΧΩ bbox=[595, 163, 675, 198]
headline: ΠΕΡΙΗΓΡΑ ΕΚΛΟΓΙΚΑ bbox=[350, 813, 454, 853]
paragraph: Ἀμφοτέρω δὲ κατὰ τὴν νύκτα καὶ κατὰ τὸ ἑσπερινὸν ἐχόρευσαν τὰς κατὰ τὸν τόπον συνηθείας καὶ ἐψάλη ὁ θρῆνος τῆς πατρίδος. bbox=[300, 992, 504, 1044]
subheadline: ΙΔΙΑΙΤΕΡΟΝ ΤΗΛΕΓΡΑΦΗΜΑ ΤΟΥ "ΣΚΡΙΠ" bbox=[1277, 274, 1521, 285]
headline: DRAPERIE bbox=[350, 1304, 454, 1325]
paragraph: Ἐκ Χίου, Σμύρνης καὶ Μυτιλήνης 10 π. μ., ἐκ Κρήτης καὶ Κυκλάδων 3 μ. μ. Εἰς Κωνσταντινούπολιν, Θράκην, Βουλγαρίαν, Ρουμανίαν καὶ Ρωσσίαν 10 π. μ. bbox=[516, 979, 754, 1030]
headline: ΠΩΛΕΙΤΑΙ bbox=[841, 663, 929, 682]
paragraph: Συνελθὸν τὸ δημοτικὸν συμβούλιον Πειραιῶν ἐψήφισεν ποσὸν δρ. 5,000 ὅπως διανεμηθῶσιν αὐτοὶ ἐν τῇ τῶν πτωχῶν πόλει καὶ ἰδίως πρὸς τὰς πτωχὰς οἰκογενείας διὰ τὰς ἡμέρας τοῦ Πάσχα. bbox=[516, 330, 754, 394]
paragraph: Ἐνοικιάζεται ἐν Νέῳ Φαλήρῳ ἐπὶ τῆς ὁδοῦ Αγ. Φαλήρου ἀρ. 21 ἡ ἔπαυλις τοῦ κ. Π. Παπαδοπούλου. Πληροφορίαι παρὰ τῷ κ. Χρήστῳ Δημητρίου ὁδὸς Ἀθηνᾶς 40. bbox=[1016, 928, 1254, 979]
subheadline: ΤΩΝ ΔΥΟ ΠΟΛΕΩΝ bbox=[527, 200, 743, 224]
calendar-date bbox=[48, 247, 286, 282]
subheadline: ΦΟΡΟΛΟΓΙΑ ΤΩΝ ΑΜΠΕΛΩΝ bbox=[811, 186, 959, 222]
paragraph: Μεταξὺ ἄλλων, οὓς ἐδέχθη χθὲς εἰς ἀκρόασιν ἡ Α. Μ. ὁ Βασιλεὺς ἦτο καὶ ὁ ἐκ τῶν μελῶν τοῦ Ἀγγλικοῦ Συνδικάτου κ. Δεληγιάννης, τὸν ὁποῖον ὁ Βασιλεὺς ἠρώτησε περὶ τῆς ἐκβάσεως τῶν διαπραγματεύσεων τοῦ μονοπωλίου. bbox=[1266, 789, 1532, 853]
paragraph: Ἀπωλέσθη χρυσοῦν ὡρολόγιον πρὸ ἑνὸς ἀπὸ τῆς ὁδοῦ Νίκης—Ἀμαλίας μέχρι τοῦ Ὑπουργείου τῶν Στρατιωτικῶν. Ὁ εὑρὼν παρακαλεῖται νὰ τὸ φέρῃ εἰς τὸ γραφεῖον τῆς Ἐφημερίδος. bbox=[1016, 420, 1254, 484]
column-1 bbox=[48, 160, 295, 2040]
